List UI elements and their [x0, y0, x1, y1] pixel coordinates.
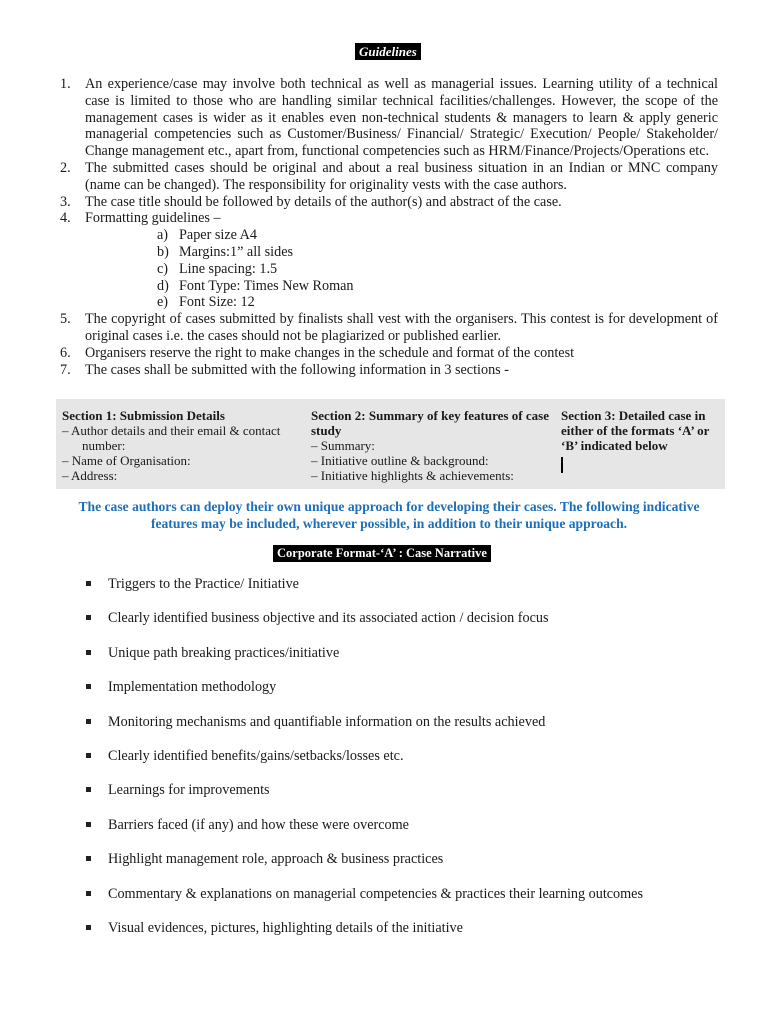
formatting-letter: e)	[157, 294, 169, 311]
section-2	[311, 408, 549, 483]
bullet-text: Triggers to the Practice/ Initiative	[108, 576, 299, 592]
guideline-number: 3.	[60, 193, 71, 210]
guideline-text: An experience/case may involve both technical as well as managerial issues. Learning utility of a technical case is limited to those who are handling similar technical facilities/challenges. However, the scope of the management cases is wider as it enables even non-technical students & managers to learn & apply generic managerial competencies such as Customer/Business/ Financial/ Strategic/ Execution/ People/ Stakeholder/ Change management etc., apart from, functional competencies such as HRM/Finance/Projects/Operations etc.	[85, 76, 718, 160]
bullet-text: Unique path breaking practices/initiative	[108, 644, 340, 661]
section-3	[561, 408, 721, 476]
bullet-text: Clearly identified business objective and its associated action / decision focus	[108, 610, 549, 627]
guideline-number: 5.	[60, 311, 71, 328]
bullet-text: Highlight management role, approach & business practices	[108, 851, 444, 868]
guideline-item	[60, 345, 718, 362]
bullet-text: Barriers faced (if any) and how these were overcome	[108, 816, 409, 833]
guideline-number: 2.	[60, 159, 71, 176]
formatting-item	[157, 278, 718, 295]
guideline-text: The copyright of cases submitted by finalists shall vest with the organisers. This contest is for development of original cases i.e. the cases should not be plagiarized or published earlier.	[85, 311, 718, 344]
section-3-heading: Section 3: Detailed case in either of the formats ‘A’ or ‘B’ indicated below	[561, 408, 710, 453]
bullet-text: Implementation methodology	[108, 679, 277, 696]
guideline-text: Formatting guidelines –	[85, 210, 221, 227]
guideline-item	[60, 311, 718, 345]
square-bullet-icon	[86, 787, 91, 792]
guidelines-title: Guidelines	[355, 43, 421, 60]
square-bullet-icon	[86, 719, 91, 724]
guideline-text: The case title should be followed by details of the author(s) and abstract of the case.	[85, 193, 562, 210]
square-bullet-icon	[86, 684, 91, 689]
formatting-text: Line spacing: 1.5	[179, 260, 278, 277]
section-2-item: – Summary:	[311, 438, 375, 453]
square-bullet-icon	[86, 891, 91, 896]
case-narrative-bullets	[108, 576, 728, 954]
section-1-heading: Section 1: Submission Details	[62, 408, 225, 423]
section-1	[62, 408, 304, 483]
bullet-item	[108, 610, 728, 644]
formatting-item	[157, 261, 718, 278]
formatting-letter: b)	[157, 243, 169, 260]
text-cursor	[561, 457, 563, 473]
guideline-item	[60, 362, 718, 379]
guideline-item	[60, 160, 718, 194]
bullet-text: Monitoring mechanisms and quantifiable information on the results achieved	[108, 713, 546, 730]
guideline-number: 6.	[60, 344, 71, 361]
bullet-item	[108, 920, 728, 954]
square-bullet-icon	[86, 822, 91, 827]
corporate-format-title: Corporate Format-‘A’ : Case Narrative	[273, 545, 491, 562]
guideline-item	[60, 194, 718, 211]
bullet-text: Learnings for improvements	[108, 782, 270, 799]
section-2-heading: Section 2: Summary of key features of case study	[311, 408, 549, 438]
bullet-text: Commentary & explanations on managerial competencies & practices their learning outcomes	[108, 885, 644, 902]
authors-note: The case authors can deploy their own unique approach for developing their cases. The following indicative features may be included, wherever possible, in addition to their unique approach.	[78, 499, 700, 531]
guideline-text: The cases shall be submitted with the following information in 3 sections -	[85, 361, 509, 378]
formatting-item	[157, 227, 718, 244]
section-2-item: – Initiative highlights & achievements:	[311, 468, 514, 483]
bullet-item	[108, 679, 728, 713]
bullet-item	[108, 817, 728, 851]
section-2-item: – Initiative outline & background:	[311, 453, 489, 468]
square-bullet-icon	[86, 753, 91, 758]
formatting-text: Paper size A4	[179, 227, 258, 244]
bullet-item	[108, 748, 728, 782]
bullet-item	[108, 576, 728, 610]
guideline-number: 4.	[60, 210, 71, 227]
bullet-item	[108, 714, 728, 748]
formatting-text: Margins:1” all sides	[179, 243, 294, 260]
square-bullet-icon	[86, 925, 91, 930]
guideline-item	[60, 210, 718, 311]
guideline-text: The submitted cases should be original and about a real business situation in an Indian or MNC company (name can be changed). The responsibility for originality vests with the case authors.	[85, 159, 718, 193]
formatting-sublist	[85, 227, 718, 311]
guideline-text: Organisers reserve the right to make changes in the schedule and format of the contest	[85, 344, 575, 361]
bullet-text: Clearly identified benefits/gains/setbacks/losses etc.	[108, 747, 404, 764]
square-bullet-icon	[86, 581, 91, 586]
bullet-item	[108, 851, 728, 885]
guidelines-list	[60, 76, 718, 378]
section-1-item: – Address:	[62, 468, 118, 483]
guideline-number: 7.	[60, 361, 71, 378]
square-bullet-icon	[86, 615, 91, 620]
guideline-item	[60, 76, 718, 160]
section-1-item: – Author details and their email & contact	[62, 423, 281, 438]
formatting-text: Font Type: Times New Roman	[179, 277, 354, 294]
guideline-number: 1.	[60, 76, 71, 92]
bullet-text: Visual evidences, pictures, highlighting details of the initiative	[108, 919, 463, 936]
formatting-item	[157, 244, 718, 261]
square-bullet-icon	[86, 650, 91, 655]
formatting-item	[157, 294, 718, 311]
bullet-item	[108, 886, 728, 920]
formatting-text: Font Size: 12	[179, 294, 255, 311]
square-bullet-icon	[86, 856, 91, 861]
section-1-item: number:	[82, 438, 126, 453]
bullet-item	[108, 782, 728, 816]
formatting-letter: a)	[157, 227, 169, 244]
formatting-letter: d)	[157, 277, 169, 294]
sections-table	[56, 399, 725, 489]
bullet-item	[108, 645, 728, 679]
formatting-letter: c)	[157, 260, 169, 277]
section-1-item: – Name of Organisation:	[62, 453, 191, 468]
